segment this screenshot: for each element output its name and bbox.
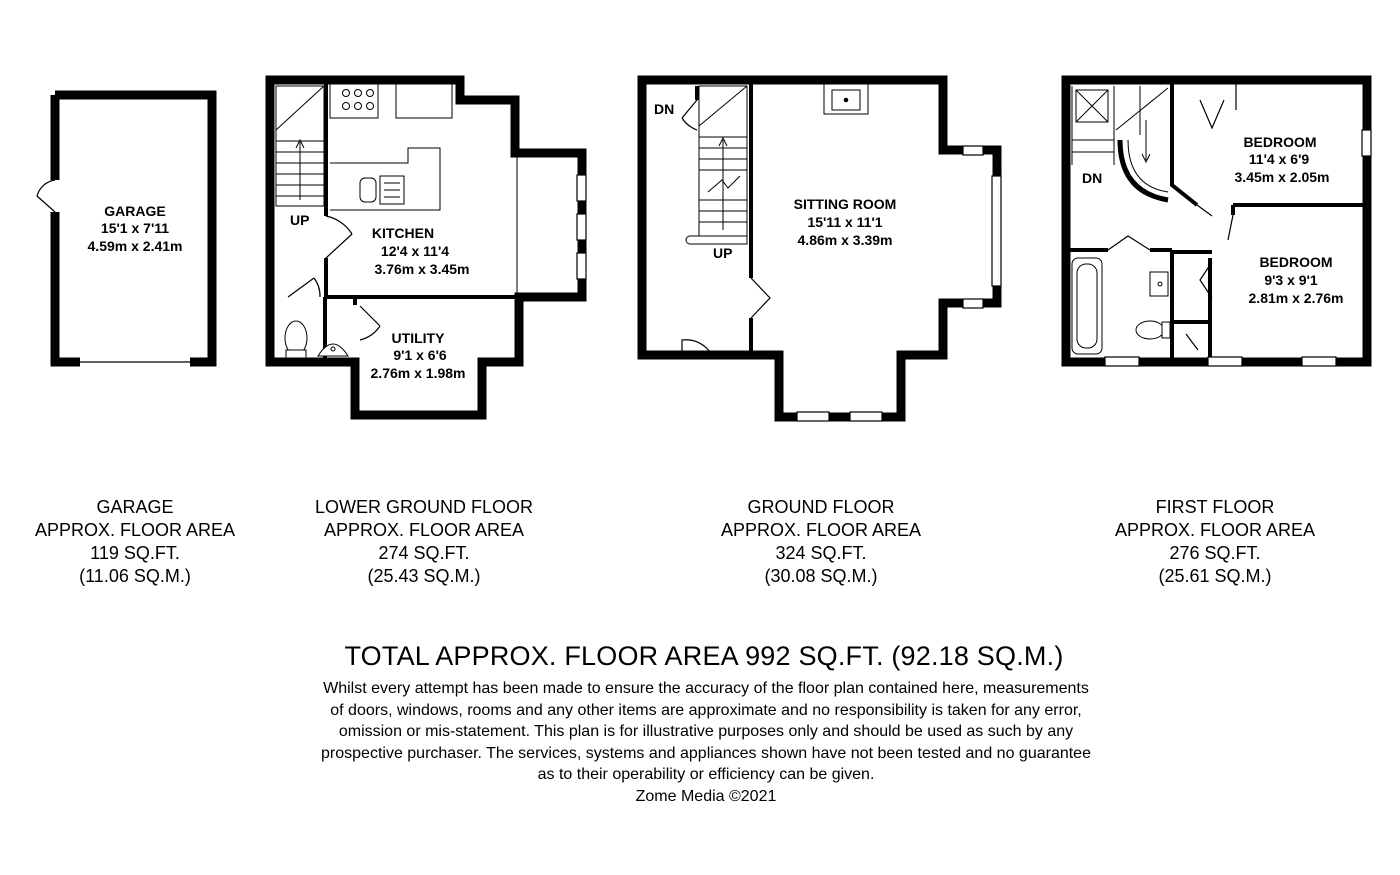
disclaimer-line: prospective purchaser. The services, systems and appliances shown have not been tested and no guarantee <box>321 744 1091 762</box>
total-floor-area: TOTAL APPROX. FLOOR AREA 992 SQ.FT. (92.18 SQ.M.) <box>344 641 1064 671</box>
sitting-room-double-door <box>751 278 770 318</box>
first-floor-inner-walls <box>1066 84 1363 358</box>
garage-room-metric: 4.59m x 2.41m <box>87 238 183 254</box>
kitchen-windows <box>577 175 586 279</box>
garage-room-imperial: 15'1 x 7'11 <box>100 220 170 236</box>
floor-area-sqm: (25.43 SQ.M.) <box>367 566 481 586</box>
floor-area-sqft: 274 SQ.FT. <box>378 543 470 563</box>
utility-room-name: UTILITY <box>391 330 445 346</box>
first-floor-area <box>1104 496 1326 588</box>
ground-floor-plan <box>642 80 1001 421</box>
bathroom-door <box>1108 236 1150 250</box>
disclaimer-line: omission or mis-statement. This plan is for illustrative purposes only and should be used as such by any <box>338 723 1074 740</box>
ground-floor-area <box>710 496 932 588</box>
ground-floor-stair-dn-label: DN <box>654 101 675 117</box>
first-floor-plan <box>1066 80 1371 366</box>
floor-area-label: APPROX. FLOOR AREA <box>720 520 922 540</box>
floor-area-label: APPROX. FLOOR AREA <box>1114 520 1316 540</box>
floor-area-sqft: 324 SQ.FT. <box>775 543 867 563</box>
disclaimer-line: as to their operability or efficiency can be given. <box>537 766 875 783</box>
bedroom-1-wardrobe <box>1200 84 1236 128</box>
garage-side-door <box>37 180 55 212</box>
kitchen-room-metric: 3.76m x 3.45m <box>374 261 470 277</box>
kitchen-units <box>330 84 452 210</box>
utility-door <box>288 278 320 297</box>
first-floor-stair-dn-label: DN <box>1082 170 1103 186</box>
sitting-room-imperial: 15'11 x 11'1 <box>807 214 883 230</box>
kitchen-room-name: KITCHEN <box>371 225 435 241</box>
ground-floor-walls <box>642 80 997 417</box>
bedroom-2-room-name: BEDROOM <box>1259 254 1333 270</box>
first-floor-bathroom <box>1072 258 1170 354</box>
floor-area-sqm: (30.08 SQ.M.) <box>764 566 878 586</box>
copyright: Zome Media ©2021 <box>635 787 777 805</box>
floor-name: LOWER GROUND FLOOR <box>314 497 533 517</box>
utility-inner-door <box>360 306 380 340</box>
utility-room-metric: 2.76m x 1.98m <box>370 365 466 381</box>
bedroom-1-room-imperial: 11'4 x 6'9 <box>1248 151 1310 167</box>
garage-floor-area <box>25 496 245 588</box>
disclaimer <box>0 678 1400 807</box>
floor-area-sqm: (11.06 SQ.M.) <box>79 566 191 586</box>
lower-ground-stairs <box>276 86 324 206</box>
lower-ground-wc <box>285 321 348 358</box>
floor-name: GARAGE <box>96 497 174 517</box>
sitting-room-metric: 4.86m x 3.39m <box>797 232 893 248</box>
kitchen-room-imperial: 12'4 x 11'4 <box>380 243 450 259</box>
disclaimer-line: Whilst every attempt has been made to ensure the accuracy of the floor plan contained here, measurements <box>323 680 1089 697</box>
floor-area-sqm: (25.61 SQ.M.) <box>1158 566 1272 586</box>
sitting-room-name: SITTING ROOM <box>793 196 897 212</box>
floor-area-sqft: 119 SQ.FT. <box>90 543 180 563</box>
lower-ground-inner-walls <box>325 80 519 362</box>
floor-area-label: APPROX. FLOOR AREA <box>323 520 525 540</box>
garage-room-name: GARAGE <box>104 203 166 219</box>
bedroom-2-room-imperial: 9'3 x 9'1 <box>1264 272 1318 288</box>
disclaimer-line: of doors, windows, rooms and any other items are approximate and no responsibility is taken for any error, <box>330 701 1082 719</box>
ground-floor-stairs <box>686 86 747 244</box>
lower-ground-floor-area <box>300 496 548 588</box>
first-floor-walls <box>1066 80 1367 362</box>
floor-area-sqft: 276 SQ.FT. <box>1169 543 1261 563</box>
floor-name: FIRST FLOOR <box>1155 497 1275 517</box>
fireplace <box>824 84 868 114</box>
floor-area-label: APPROX. FLOOR AREA <box>34 520 236 540</box>
bedroom-1-room-name: BEDROOM <box>1243 134 1317 150</box>
utility-room-imperial: 9'1 x 6'6 <box>393 347 447 363</box>
bedroom-door <box>1197 205 1233 240</box>
lower-ground-floor-plan <box>270 80 586 415</box>
bedroom-1-room-metric: 3.45m x 2.05m <box>1234 169 1330 185</box>
garage-plan <box>37 95 212 362</box>
lower-ground-stair-up-label: UP <box>290 212 310 228</box>
bedroom-2-room-metric: 2.81m x 2.76m <box>1248 290 1344 306</box>
ground-stair-door <box>682 100 697 130</box>
floor-name: GROUND FLOOR <box>747 497 895 517</box>
kitchen-door <box>326 216 352 258</box>
ground-floor-stair-up-label: UP <box>713 245 733 261</box>
